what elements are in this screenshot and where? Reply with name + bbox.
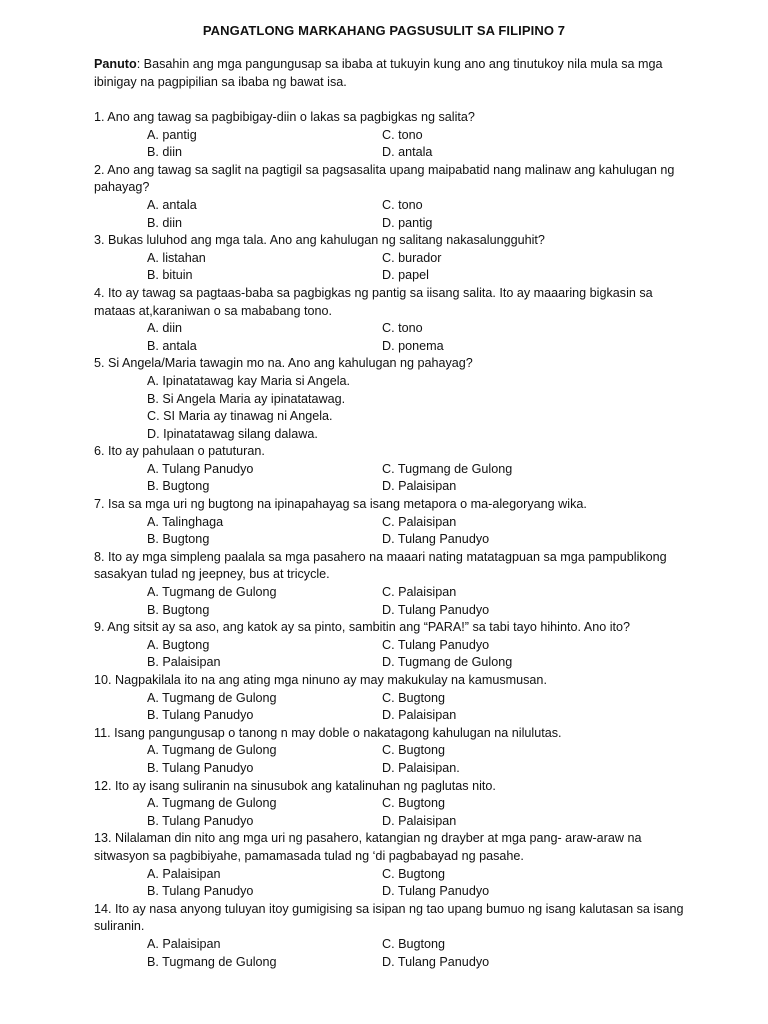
option-d: D. Tulang Panudyo <box>382 602 490 617</box>
option-d: D. Tugmang de Gulong <box>382 655 513 670</box>
option-c: C. Bugtong <box>382 690 446 705</box>
question-3 <box>94 232 684 285</box>
question-14 <box>94 901 684 971</box>
options <box>94 461 684 496</box>
question-text: 12. Ito ay isang suliranin na sinusubok ang katalinuhan ng paglutas nito. <box>94 778 496 793</box>
question-text: 7. Isa sa mga uri ng bugtong na ipinapahayag sa isang metapora o ma-alegoryang wika. <box>94 497 587 512</box>
option-c: C. tono <box>382 127 423 142</box>
question-text: 3. Bukas luluhod ang mga tala. Ano ang kahulugan ng salitang nakasalungguhit? <box>94 233 545 248</box>
option-d: D. Tulang Panudyo <box>382 884 490 899</box>
option-a: A. Tugmang de Gulong <box>147 743 277 758</box>
option-b: B. Bugtong <box>147 479 210 494</box>
option-a: A. listahan <box>147 250 206 265</box>
options <box>94 690 684 725</box>
option-b: B. antala <box>147 338 197 353</box>
option-a: A. pantig <box>147 127 197 142</box>
options <box>94 637 684 672</box>
options <box>94 514 684 549</box>
question-text: 1. Ano ang tawag sa pagbibigay-diin o lakas sa pagbigkas ng salita? <box>94 110 475 124</box>
options <box>94 373 684 443</box>
options <box>94 795 684 830</box>
question-2 <box>94 162 684 232</box>
question-10 <box>94 672 684 725</box>
option-a: A. antala <box>147 197 197 212</box>
option-b: B. bituin <box>147 268 193 283</box>
option-c: C. Bugtong <box>382 743 446 758</box>
option-d: D. antala <box>382 145 433 160</box>
options <box>94 250 684 285</box>
question-text: 5. Si Angela/Maria tawagin mo na. Ano ang kahulugan ng pahayag? <box>94 356 473 371</box>
option-c: C. burador <box>382 250 442 265</box>
option-b: B. Bugtong <box>147 602 210 617</box>
option-d: D. Tulang Panudyo <box>382 532 490 547</box>
option-b: B. Si Angela Maria ay ipinatatawag. <box>147 391 346 406</box>
option-a: A. Tugmang de Gulong <box>147 585 277 600</box>
options <box>94 320 684 355</box>
option-b: B. Palaisipan <box>147 655 221 670</box>
question-text: 10. Nagpakilala ito na ang ating mga ninuno ay may makukulay na kamusmusan. <box>94 673 547 687</box>
question-11 <box>94 725 684 778</box>
option-d: D. pantig <box>382 215 433 230</box>
option-b: B. diin <box>147 145 183 160</box>
option-c: C. Tulang Panudyo <box>382 637 490 652</box>
option-b: B. Tulang Panudyo <box>147 884 254 899</box>
option-c: C. Bugtong <box>382 796 446 811</box>
instructions-text: : Basahin ang mga pangungusap sa ibaba at tukuyin kung ano ang tinutukoy nila mula sa mga ibinigay na pagpipilian sa ibaba ng bawat isa. <box>94 57 663 89</box>
option-d: D. Ipinatatawag silang dalawa. <box>147 426 318 441</box>
option-c: C. tono <box>382 321 423 336</box>
option-d: D. Palaisipan <box>382 708 457 723</box>
option-d: D. Palaisipan <box>382 479 457 494</box>
question-text: 4. Ito ay tawag sa pagtaas-baba sa pagbigkas ng pantig sa iisang salita. Ito ay maaaring bigkasin sa mataas at,karaniwan o sa mababang tono. <box>94 285 653 318</box>
question-text: 2. Ano ang tawag sa saglit na pagtigil sa pagsasalita upang maipabatid nang malinaw ang kahulugan ng pahayag? <box>94 162 675 195</box>
question-9 <box>94 619 684 672</box>
option-b: B. Tulang Panudyo <box>147 813 254 828</box>
question-1 <box>94 109 684 162</box>
option-b: B. Tulang Panudyo <box>147 760 254 775</box>
question-text: 14. Ito ay nasa anyong tuluyan itoy gumigising sa isipan ng tao upang bumuo ng isang kalutasan sa isang suliranin. <box>94 901 684 934</box>
options <box>94 127 684 162</box>
option-c: C. tono <box>382 197 423 212</box>
question-7 <box>94 496 684 549</box>
question-text: 9. Ang sitsit ay sa aso, ang katok ay sa pinto, sambitin ang “PARA!” sa tabi tayo hihinto. Ano ito? <box>94 620 631 635</box>
instructions-label: Panuto <box>94 57 137 71</box>
option-d: D. papel <box>382 268 429 283</box>
option-a: A. Talinghaga <box>147 514 224 529</box>
option-a: A. Bugtong <box>147 637 210 652</box>
option-b: B. Bugtong <box>147 532 210 547</box>
option-c: C. Palaisipan <box>382 585 457 600</box>
option-d: D. ponema <box>382 338 444 353</box>
options <box>94 584 684 619</box>
question-text: 6. Ito ay pahulaan o patuturan. <box>94 444 265 459</box>
question-6 <box>94 443 684 496</box>
exam-title: PANGATLONG MARKAHANG PAGSUSULIT SA FILIPINO 7 <box>202 23 566 38</box>
option-c: C. Bugtong <box>382 936 446 951</box>
option-a: A. Palaisipan <box>147 866 221 881</box>
question-text: 13. Nilalaman din nito ang mga uri ng pasahero, katangian ng drayber at mga pang- araw-araw na sitwasyon sa pagbibiyahe, pamamasada tulad ng ‘di pagbabayad ng pasahe. <box>94 831 642 863</box>
option-c: C. Tugmang de Gulong <box>382 461 513 476</box>
instructions <box>94 56 674 91</box>
option-d: D. Tulang Panudyo <box>382 954 490 969</box>
option-b: B. Tulang Panudyo <box>147 708 254 723</box>
question-list <box>94 109 684 971</box>
question-text: 8. Ito ay mga simpleng paalala sa mga pasahero na maaari nating matatagpuan sa mga pampublikong sasakyan tulad ng jeepney, bus at tricycle. <box>94 549 667 582</box>
options <box>94 936 684 971</box>
question-12 <box>94 778 684 831</box>
option-a: A. Tugmang de Gulong <box>147 796 277 811</box>
option-a: A. Tugmang de Gulong <box>147 690 277 705</box>
question-5 <box>94 355 684 443</box>
options <box>94 742 684 777</box>
question-8 <box>94 549 684 619</box>
option-d: D. Palaisipan. <box>382 760 460 775</box>
question-text: 11. Isang pangungusap o tanong n may doble o nakatagong kahulugan na nilulutas. <box>94 725 562 740</box>
option-a: A. Palaisipan <box>147 936 221 951</box>
question-4 <box>94 285 684 355</box>
option-c: C. Palaisipan <box>382 514 457 529</box>
options <box>94 197 684 232</box>
option-b: B. Tugmang de Gulong <box>147 954 277 969</box>
option-d: D. Palaisipan <box>382 813 457 828</box>
option-c: C. SI Maria ay tinawag ni Angela. <box>147 409 333 424</box>
option-c: C. Bugtong <box>382 866 446 881</box>
option-a: A. diin <box>147 321 183 336</box>
option-a: A. Tulang Panudyo <box>147 461 254 476</box>
option-b: B. diin <box>147 215 183 230</box>
options <box>94 866 684 901</box>
question-13 <box>94 830 684 900</box>
option-a: A. Ipinatatawag kay Maria si Angela. <box>147 373 351 388</box>
